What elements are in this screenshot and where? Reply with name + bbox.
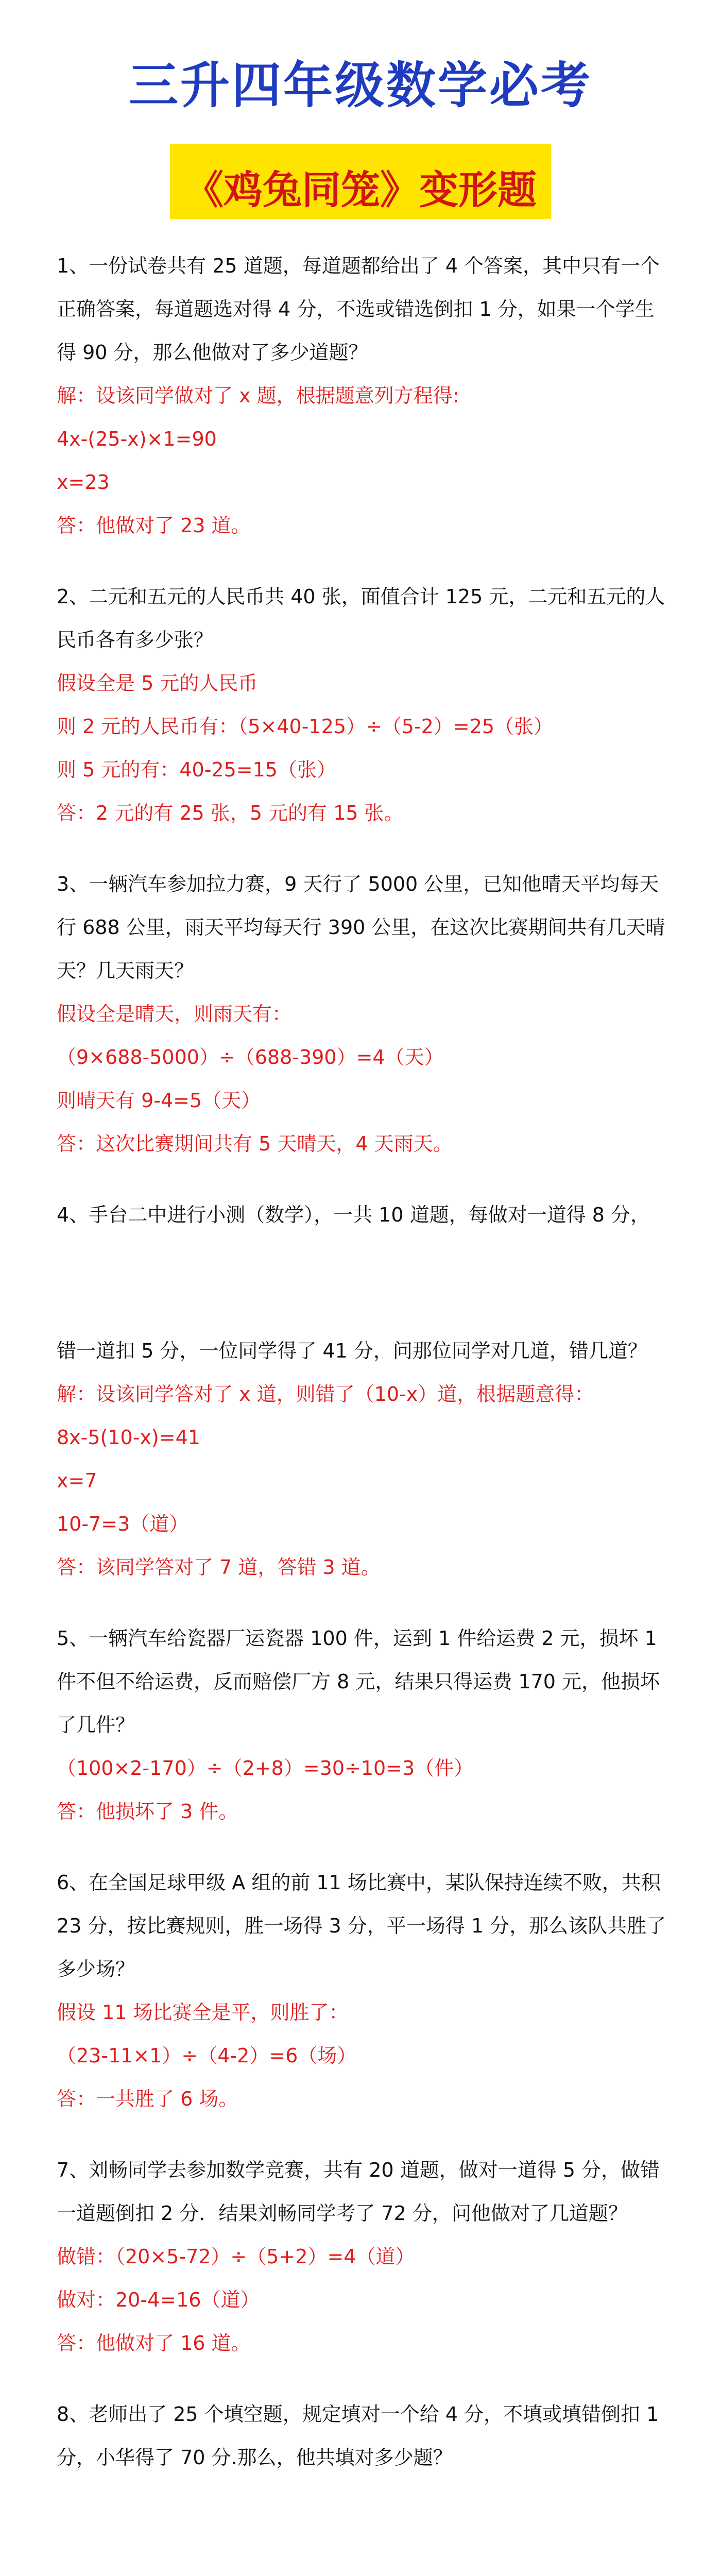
problem-2 [57,575,680,835]
answer-line: x=23 [57,471,110,494]
page-title: 三升四年级数学必考 [129,57,592,114]
answer-line: 则晴天有 9-4=5（天） [57,1089,261,1112]
answer-line: 做错：（20×5-72）÷（5+2）=4（道） [57,2245,415,2268]
problem-7 [57,2148,680,2365]
answer-line: 8x-5(10-x)=41 [57,1426,200,1449]
question-line: 3、一辆汽车参加拉力赛，9 天行了 5000 公里，已知他晴天平均每天 [57,873,659,895]
answer-line: 答：他损坏了 3 件。 [57,1800,238,1823]
question-line: 一道题倒扣 2 分．结果刘畅同学考了 72 分，问他做对了几道题？ [57,2202,628,2225]
answer-line: 解：设该同学答对了 x 道，则错了（10-x）道，根据题意得： [57,1383,594,1405]
blank-gap [57,2479,680,2572]
question-line: 正确答案，每道题选对得 4 分，不选或错选倒扣 1 分，如果一个学生 [57,298,655,320]
question-line: 天？几天雨天？ [57,959,194,982]
blank-gap [57,1236,680,1329]
problem-list [57,216,680,2576]
answer-line: （100×2-170）÷（2+8）=30÷10=3（件） [57,1757,474,1780]
answer-line: x=7 [57,1469,97,1492]
problem-1 [57,244,680,547]
question-line: 7、刘畅同学去参加数学竞赛，共有 20 道题，做对一道得 5 分，做错 [57,2159,660,2181]
subtitle-text: 《鸡兔同笼》变形题 [184,167,537,213]
problem-3 [57,862,680,1165]
answer-line: 答：他做对了 23 道。 [57,514,251,537]
answer-line: 10-7=3（道） [57,1513,189,1535]
answer-line: 解：设该同学做对了 x 题，根据题意列方程得: [57,384,459,407]
question-line: 错一道扣 5 分，一位同学得了 41 分，问那位同学对几道，错几道？ [57,1340,647,1362]
subtitle-banner [170,144,551,219]
answer-line: 假设全是 5 元的人民币 [57,672,258,694]
question-line: 1、一份试卷共有 25 道题，每道题都给出了 4 个答案，其中只有一个 [57,255,660,277]
answer-line: （9×688-5000）÷（688-390）=4（天） [57,1046,444,1069]
answer-line: 答：他做对了 16 道。 [57,2332,251,2354]
answer-line: 答：一共胜了 6 场。 [57,2088,238,2110]
question-line: 民币各有多少张？ [57,629,214,651]
answer-line [57,2572,680,2576]
problem-5 [57,1617,680,1833]
answer-line: 4x-(25-x)×1=90 [57,428,217,450]
answer-line: 答：这次比赛期间共有 5 天晴天，4 天雨天。 [57,1132,453,1155]
answer-line: （23-11×1）÷（4-2）=6（场） [57,2044,357,2067]
question-line: 5、一辆汽车给瓷器厂运瓷器 100 件，运到 1 件给运费 2 元，损坏 1 [57,1627,657,1650]
answer-line: 答：该同学答对了 7 道，答错 3 道。 [57,1556,381,1579]
question-line: 行 688 公里，雨天平均每天行 390 公里，在这次比赛期间共有几天晴 [57,916,665,939]
answer-line: 假设全是晴天，则雨天有： [57,1003,292,1025]
answer-line: 则 2 元的人民币有：（5×40-125）÷（5-2）=25（张） [57,715,554,738]
question-line: 2、二元和五元的人民币共 40 张，面值合计 125 元，二元和五元的人 [57,585,665,608]
question-line: 多少场？ [57,1958,135,1980]
question-line: 分，小华得了 70 分.那么，他共填对多少题？ [57,2446,453,2469]
question-line: 23 分，按比赛规则，胜一场得 3 分，平一场得 1 分，那么该队共胜了 [57,1914,666,1937]
problem-8 [57,2393,680,2576]
answer-line: 答：2 元的有 25 张，5 元的有 15 张。 [57,802,404,824]
answer-line: 做对：20-4=16（道） [57,2289,260,2311]
question-line: 4、手台二中进行小测（数学），一共 10 道题，每做对一道得 8 分， [57,1204,650,1226]
question-line: 了几件？ [57,1714,135,1736]
question-line: 6、在全国足球甲级 A 组的前 11 场比赛中，某队保持连续不败，共积 [57,1871,661,1894]
answer-line: 假设 11 场比赛全是平，则胜了： [57,2001,349,2024]
answer-line: 则 5 元的有：40-25=15（张） [57,758,336,781]
question-line: 件不但不给运费，反而赔偿厂方 8 元，结果只得运费 170 元，他损坏 [57,1670,660,1693]
question-line: 得 90 分，那么他做对了多少道题？ [57,341,368,364]
question-line: 8、老师出了 25 个填空题，规定填对一个给 4 分，不填或填错倒扣 1 [57,2403,659,2426]
problem-6 [57,1861,680,2121]
problem-4 [57,1193,680,1589]
